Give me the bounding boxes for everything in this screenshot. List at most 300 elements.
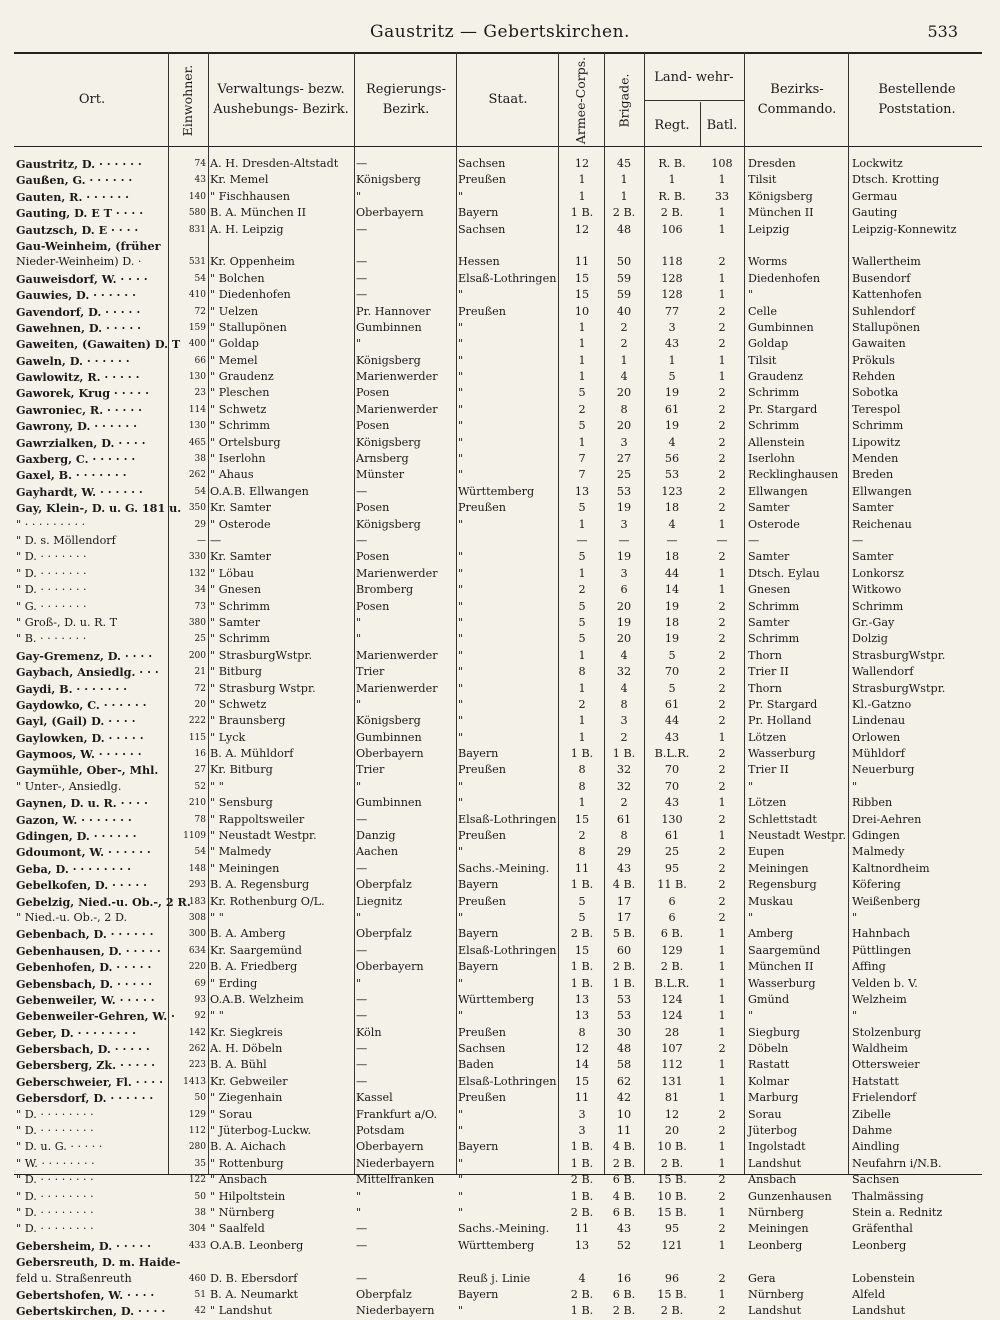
cell-einw: 72 bbox=[194, 683, 206, 694]
cell-batl: 1 bbox=[718, 1287, 726, 1301]
cell-ort: Gawroniec, R. · · · · · bbox=[16, 402, 143, 417]
cell-brig: 3 bbox=[620, 517, 628, 531]
cell-verw: " " bbox=[210, 1009, 224, 1023]
cell-ak: 5 bbox=[578, 910, 586, 924]
cell-verw: " Pleschen bbox=[210, 386, 270, 400]
cell-einw: 183 bbox=[188, 896, 206, 907]
cell-batl: 1 bbox=[718, 583, 726, 597]
cell-reg: Oberpfalz bbox=[356, 927, 412, 941]
table-row bbox=[0, 418, 1000, 434]
cell-ak: 1 B. bbox=[570, 960, 594, 974]
cell-ak: 3 bbox=[578, 1107, 586, 1121]
table-row bbox=[0, 353, 1000, 369]
top-rule bbox=[14, 52, 982, 54]
cell-einw: 74 bbox=[194, 159, 206, 169]
cell-bez: Wasserburg bbox=[748, 747, 816, 761]
cell-brig: 29 bbox=[616, 845, 632, 859]
cell-batl: 1 bbox=[718, 1140, 726, 1154]
cell-ort: Gaymühle, Ober-, Mhl. bbox=[16, 763, 159, 778]
cell-ak: 8 bbox=[578, 779, 586, 793]
cell-post: Germau bbox=[852, 189, 898, 203]
cell-ak: 1 B. bbox=[570, 747, 594, 761]
cell-post: Wallendorf bbox=[852, 665, 914, 679]
cell-brig: 4 B. bbox=[612, 878, 636, 892]
cell-ort: Gebersbach, D. · · · · · bbox=[16, 1042, 150, 1057]
cell-verw: " Lyck bbox=[210, 730, 246, 744]
cell-regt: 2 B. bbox=[660, 1304, 684, 1318]
cell-regt: 15 B. bbox=[657, 1173, 687, 1187]
cell-regt: 123 bbox=[661, 484, 683, 498]
cell-batl: 2 bbox=[718, 468, 726, 482]
cell-brig: 20 bbox=[616, 599, 632, 613]
cell-brig: 1 B. bbox=[612, 747, 636, 761]
cell-ort: " D. · · · · · · · · bbox=[16, 1222, 94, 1236]
cell-staat: " bbox=[458, 1009, 464, 1023]
cell-verw: " Schwetz bbox=[210, 697, 267, 711]
cell-ak: 12 bbox=[574, 222, 590, 236]
cell-staat: " bbox=[458, 665, 464, 679]
cell-batl: 2 bbox=[718, 304, 726, 318]
cell-ak: 1 bbox=[578, 189, 586, 203]
cell-einw: 465 bbox=[188, 437, 206, 448]
cell-ak: 1 B. bbox=[570, 206, 594, 220]
cell-post: Gawaiten bbox=[852, 337, 906, 351]
cell-brig: 3 bbox=[620, 435, 628, 449]
cell-regt: 43 bbox=[664, 337, 680, 351]
cell-batl: 2 bbox=[718, 845, 726, 859]
cell-ort: " D. · · · · · · · bbox=[16, 566, 87, 580]
cell-einw: 122 bbox=[188, 1175, 206, 1186]
cell-batl: 2 bbox=[718, 452, 726, 466]
cell-ort: Gawrzialken, D. · · · · bbox=[16, 435, 146, 450]
cell-einw: 92 bbox=[194, 1011, 206, 1022]
cell-regt: 43 bbox=[664, 796, 680, 810]
cell-bez: Celle bbox=[748, 304, 777, 318]
cell-ak: 1 bbox=[578, 370, 586, 384]
cell-brig: 4 bbox=[620, 681, 628, 695]
cell-bez: Gnesen bbox=[748, 583, 791, 597]
cell-verw: " Erding bbox=[210, 976, 258, 990]
cell-ak: 13 bbox=[574, 1238, 590, 1252]
cell-ak: 2 bbox=[578, 829, 586, 843]
cell-reg: Aachen bbox=[356, 845, 399, 859]
cell-batl: 1 bbox=[718, 1009, 726, 1023]
cell-ak: 2 B. bbox=[570, 1287, 594, 1301]
cell-einw: 43 bbox=[194, 175, 206, 186]
cell-einw: 223 bbox=[188, 1060, 206, 1071]
table-row bbox=[0, 877, 1000, 893]
cell-brig: 43 bbox=[616, 861, 632, 875]
cell-batl: 2 bbox=[718, 1173, 726, 1187]
cell-ort: Gautzsch, D. E · · · · bbox=[16, 222, 139, 237]
cell-brig: 40 bbox=[616, 304, 632, 318]
cell-post: Busendorf bbox=[852, 271, 911, 285]
cell-bez: Schrimm bbox=[748, 599, 800, 613]
cell-regt: 61 bbox=[664, 697, 680, 711]
cell-verw: " Saalfeld bbox=[210, 1222, 265, 1236]
cell-brig: 62 bbox=[616, 1074, 632, 1088]
cell-bez: Pr. Holland bbox=[748, 714, 812, 728]
table-row bbox=[0, 172, 1000, 188]
cell-brig: 59 bbox=[616, 288, 632, 302]
cell-reg: Mittelfranken bbox=[356, 1173, 435, 1187]
cell-bez: Rastatt bbox=[748, 1058, 790, 1072]
cell-staat: Bayern bbox=[458, 1287, 499, 1301]
cell-ort: " G. · · · · · · · bbox=[16, 599, 87, 613]
cell-reg: Königsberg bbox=[356, 173, 421, 187]
cell-batl: 1 bbox=[718, 829, 726, 843]
cell-staat: " bbox=[458, 910, 464, 924]
cell-ort: Gebersdorf, D. · · · · · · bbox=[16, 1091, 154, 1106]
cell-staat: " bbox=[458, 648, 464, 662]
cell-ort: Gaynen, D. u. R. · · · · bbox=[16, 796, 148, 811]
cell-staat: " bbox=[458, 1124, 464, 1138]
cell-ak: 2 B. bbox=[570, 1173, 594, 1187]
cell-staat: Bayern bbox=[458, 878, 499, 892]
cell-bez: Dtsch. Eylau bbox=[748, 566, 820, 580]
cell-staat: " bbox=[458, 189, 464, 203]
cell-einw: 350 bbox=[188, 503, 206, 514]
cell-verw: " Osterode bbox=[210, 517, 271, 531]
cell-ak: 1 bbox=[578, 337, 586, 351]
cell-bez: Siegburg bbox=[748, 1025, 800, 1039]
cell-regt: 10 B. bbox=[657, 1140, 687, 1154]
cell-batl: 2 bbox=[718, 255, 726, 269]
cell-staat: Württemberg bbox=[458, 1238, 535, 1252]
cell-verw: " Uelzen bbox=[210, 304, 259, 318]
cell-staat: " bbox=[458, 288, 464, 302]
cell-regt: 4 bbox=[668, 435, 676, 449]
cell-brig: 2 B. bbox=[612, 206, 636, 220]
cell-regt: 25 bbox=[664, 845, 680, 859]
cell-post: Aindling bbox=[852, 1140, 900, 1154]
cell-ort: Gawlowitz, R. · · · · · bbox=[16, 370, 140, 385]
cell-brig: 17 bbox=[616, 910, 632, 924]
table-row bbox=[0, 795, 1000, 811]
cell-ort: Gayhardt, W. · · · · · · bbox=[16, 484, 143, 499]
table-row bbox=[0, 926, 1000, 942]
cell-batl: 2 bbox=[718, 1189, 726, 1203]
cell-brig: 6 B. bbox=[612, 1173, 636, 1187]
cell-bez: Thorn bbox=[748, 648, 782, 662]
cell-verw: " Ahaus bbox=[210, 468, 254, 482]
cell-einw: 21 bbox=[194, 667, 206, 678]
cell-ak: 11 bbox=[574, 1091, 590, 1105]
cell-ort: Gebenweiler-Gehren, W. · bbox=[16, 1009, 175, 1024]
cell-bez: Trier II bbox=[748, 665, 789, 679]
cell-ort: Gauting, D. E T · · · · bbox=[16, 206, 144, 221]
cell-einw: 1109 bbox=[183, 831, 206, 842]
cell-staat: " bbox=[458, 779, 464, 793]
cell-staat: " bbox=[458, 452, 464, 466]
cell-verw: B. A. Regensburg bbox=[210, 878, 310, 892]
cell-ort: " B. · · · · · · · bbox=[16, 632, 87, 646]
cell-ak: 11 bbox=[574, 861, 590, 875]
cell-staat: " bbox=[458, 1173, 464, 1187]
cell-bez: Landshut bbox=[748, 1304, 802, 1318]
cell-post: Stolzenburg bbox=[852, 1025, 922, 1039]
cell-batl: 2 bbox=[718, 812, 726, 826]
cell-ort: Gebenbach, D. · · · · · · bbox=[16, 927, 154, 942]
cell-verw: A. H. Döbeln bbox=[210, 1042, 283, 1056]
cell-bez: Schlettstadt bbox=[748, 812, 817, 826]
cell-brig: 4 B. bbox=[612, 1140, 636, 1154]
cell-brig: 48 bbox=[616, 1042, 632, 1056]
cell-bez: Jüterbog bbox=[748, 1124, 798, 1138]
cell-verw: " Sorau bbox=[210, 1107, 253, 1121]
cell-regt: 53 bbox=[664, 468, 680, 482]
cell-reg: Trier bbox=[356, 763, 385, 777]
landwehr-subrule bbox=[644, 100, 744, 101]
cell-staat: Württemberg bbox=[458, 484, 535, 498]
cell-batl: 108 bbox=[711, 157, 733, 170]
table-row bbox=[0, 320, 1000, 336]
cell-staat: " bbox=[458, 517, 464, 531]
cell-reg: Marienwerder bbox=[356, 681, 438, 695]
table-row bbox=[0, 844, 1000, 860]
cell-batl: 1 bbox=[718, 222, 726, 236]
cell-brig: 16 bbox=[616, 1271, 632, 1285]
cell-brig: 17 bbox=[616, 894, 632, 908]
cell-reg: Köln bbox=[356, 1025, 382, 1039]
cell-ort: Gebenhausen, D. · · · · · bbox=[16, 943, 161, 958]
cell-ak: 7 bbox=[578, 452, 586, 466]
cell-ort: " D. · · · · · · · bbox=[16, 583, 87, 597]
cell-staat: " bbox=[458, 583, 464, 597]
table-row bbox=[0, 812, 1000, 828]
cell-post: Püttlingen bbox=[852, 943, 912, 957]
table-row bbox=[0, 566, 1000, 582]
cell-regt: B.L.R. bbox=[654, 747, 690, 761]
cell-batl: 1 bbox=[718, 271, 726, 285]
cell-post: — bbox=[852, 533, 864, 547]
cell-verw: " Ansbach bbox=[210, 1173, 268, 1187]
cell-reg: Marienwerder bbox=[356, 566, 438, 580]
cell-regt: 11 B. bbox=[657, 878, 687, 892]
table-row bbox=[0, 762, 1000, 778]
cell-batl: 2 bbox=[718, 484, 726, 498]
cell-staat: " bbox=[458, 320, 464, 334]
table-row bbox=[0, 1238, 1000, 1254]
cell-ort: " D. · · · · · · · bbox=[16, 550, 87, 564]
cell-staat: " bbox=[458, 386, 464, 400]
cell-brig: 50 bbox=[616, 255, 632, 269]
cell-ort: Gebertskirchen, D. · · · · bbox=[16, 1304, 166, 1319]
cell-ort: " D. · · · · · · · · bbox=[16, 1107, 94, 1121]
cell-ak: 1 bbox=[578, 517, 586, 531]
cell-ak: 1 B. bbox=[570, 1156, 594, 1170]
table-row bbox=[0, 959, 1000, 975]
cell-reg: — bbox=[356, 1222, 368, 1236]
cell-batl: 2 bbox=[718, 1107, 726, 1121]
cell-batl: 1 bbox=[718, 370, 726, 384]
table-row bbox=[0, 1041, 1000, 1057]
cell-bez: Leonberg bbox=[748, 1238, 803, 1252]
cell-post: Leonberg bbox=[852, 1238, 907, 1252]
cell-regt: 77 bbox=[664, 304, 680, 318]
cell-einw: 112 bbox=[188, 1126, 206, 1137]
cell-batl: 1 bbox=[718, 353, 726, 367]
cell-bez: " bbox=[748, 779, 754, 793]
cell-verw: A. H. Leipzig bbox=[210, 222, 284, 236]
cell-batl: 33 bbox=[714, 189, 730, 203]
cell-regt: 18 bbox=[664, 550, 680, 564]
cell-staat: " bbox=[458, 681, 464, 695]
cell-ort: Gazon, W. · · · · · · · bbox=[16, 812, 132, 827]
cell-reg: Oberbayern bbox=[356, 1140, 424, 1154]
cell-brig: 1 bbox=[620, 189, 628, 203]
cell-regt: 43 bbox=[664, 730, 680, 744]
cell-brig: 20 bbox=[616, 386, 632, 400]
table-row bbox=[0, 648, 1000, 664]
cell-ak: 13 bbox=[574, 1009, 590, 1023]
cell-verw: " Jüterbog-Luckw. bbox=[210, 1124, 312, 1138]
cell-reg: Pr. Hannover bbox=[356, 304, 431, 318]
cell-regt: 129 bbox=[661, 943, 683, 957]
cell-staat: Bayern bbox=[458, 960, 499, 974]
cell-regt: 19 bbox=[664, 419, 680, 433]
table-row bbox=[0, 549, 1000, 565]
cell-post: Gdingen bbox=[852, 829, 900, 843]
cell-bez: Graudenz bbox=[748, 370, 804, 384]
cell-batl: 1 bbox=[718, 1074, 726, 1088]
cell-bez: Lötzen bbox=[748, 796, 787, 810]
cell-verw: " " bbox=[210, 910, 224, 924]
cell-regt: 1 bbox=[668, 353, 676, 367]
cell-regt: 14 bbox=[664, 583, 680, 597]
table-row bbox=[0, 369, 1000, 385]
table-row bbox=[0, 467, 1000, 483]
cell-batl: 1 bbox=[718, 796, 726, 810]
cell-reg: Oberpfalz bbox=[356, 1287, 412, 1301]
cell-reg: — bbox=[356, 812, 368, 826]
cell-regt: 2 B. bbox=[660, 1156, 684, 1170]
table-body bbox=[0, 156, 1000, 1320]
cell-verw: O.A.B. Leonberg bbox=[210, 1238, 304, 1252]
cell-staat: " bbox=[458, 697, 464, 711]
cell-staat: " bbox=[458, 1107, 464, 1121]
cell-verw: " Memel bbox=[210, 353, 258, 367]
cell-ort: Gauwies, D. · · · · · · bbox=[16, 288, 136, 303]
cell-brig: — bbox=[618, 533, 630, 547]
cell-batl: 2 bbox=[718, 1222, 726, 1236]
cell-reg: — bbox=[356, 157, 368, 170]
cell-reg: Kassel bbox=[356, 1091, 393, 1105]
cell-ort: Gebelzig, Nied.-u. Ob.-, 2 R. bbox=[16, 894, 191, 909]
cell-reg: Posen bbox=[356, 599, 390, 613]
cell-reg: Oberbayern bbox=[356, 206, 424, 220]
table-row bbox=[0, 599, 1000, 615]
cell-ak: 5 bbox=[578, 419, 586, 433]
cell-brig: 19 bbox=[616, 615, 632, 629]
table-row bbox=[0, 1205, 1000, 1221]
cell-batl: 2 bbox=[718, 894, 726, 908]
cell-staat: " bbox=[458, 796, 464, 810]
cell-reg: Oberbayern bbox=[356, 960, 424, 974]
cell-regt: 95 bbox=[664, 861, 680, 875]
cell-staat: Preußen bbox=[458, 763, 507, 777]
cell-ak: 12 bbox=[574, 157, 590, 170]
cell-regt: R. B. bbox=[658, 157, 686, 170]
cell-brig: 1 B. bbox=[612, 976, 636, 990]
cell-post: Hatstatt bbox=[852, 1074, 899, 1088]
cell-batl: 1 bbox=[718, 1058, 726, 1072]
cell-einw: 114 bbox=[188, 404, 206, 415]
table-row bbox=[0, 189, 1000, 205]
cell-brig: 32 bbox=[616, 763, 632, 777]
cell-staat: " bbox=[458, 370, 464, 384]
cell-ak: 1 bbox=[578, 714, 586, 728]
cell-einw: 200 bbox=[188, 650, 206, 661]
cell-regt: B.L.R. bbox=[654, 976, 690, 990]
cell-bez: Wasserburg bbox=[748, 976, 816, 990]
cell-batl: 2 bbox=[718, 910, 726, 924]
header-regierung: Regierungs- Bezirk. bbox=[366, 82, 446, 117]
cell-regt: 28 bbox=[664, 1025, 680, 1039]
cell-staat: " bbox=[458, 1304, 464, 1318]
cell-brig: 60 bbox=[616, 943, 632, 957]
cell-ak: 15 bbox=[574, 812, 590, 826]
cell-post: Gräfenthal bbox=[852, 1222, 913, 1236]
cell-post: Dtsch. Krotting bbox=[852, 173, 940, 187]
cell-post: Lindenau bbox=[852, 714, 906, 728]
cell-einw: 52 bbox=[194, 781, 206, 792]
cell-post: Orlowen bbox=[852, 730, 901, 744]
cell-brig: 2 bbox=[620, 796, 628, 810]
page-number: 533 bbox=[927, 22, 958, 41]
cell-brig: 43 bbox=[616, 1222, 632, 1236]
cell-reg: " bbox=[356, 697, 362, 711]
cell-einw: 38 bbox=[194, 454, 206, 465]
cell-verw: Kr. Gebweiler bbox=[210, 1074, 288, 1088]
cell-reg: Königsberg bbox=[356, 517, 421, 531]
cell-ort: Gaydowko, C. · · · · · · bbox=[16, 697, 147, 712]
cell-verw: B. A. München II bbox=[210, 206, 307, 220]
header-bezirks-commando: Bezirks- Commando. bbox=[757, 82, 837, 117]
cell-post: Breden bbox=[852, 468, 894, 482]
cell-ak: 1 bbox=[578, 796, 586, 810]
cell-post: Lobenstein bbox=[852, 1271, 915, 1285]
cell-ak: 15 bbox=[574, 288, 590, 302]
cell-post: Gr.-Gay bbox=[852, 615, 895, 629]
cell-reg: — bbox=[356, 271, 368, 285]
table-row bbox=[0, 435, 1000, 451]
cell-ak: 1 bbox=[578, 648, 586, 662]
cell-einw: 831 bbox=[188, 224, 206, 235]
cell-reg: Oberpfalz bbox=[356, 878, 412, 892]
cell-staat: Bayern bbox=[458, 206, 499, 220]
cell-verw: A. H. Dresden-Altstadt bbox=[210, 157, 339, 170]
cell-einw: 72 bbox=[194, 306, 206, 317]
header-brigade: Brigade. bbox=[616, 73, 632, 127]
table-row bbox=[0, 1139, 1000, 1155]
cell-reg: Frankfurt a/O. bbox=[356, 1107, 438, 1121]
cell-einw: 27 bbox=[194, 765, 206, 776]
cell-regt: 106 bbox=[661, 222, 683, 236]
cell-einw: 42 bbox=[194, 1306, 206, 1317]
cell-staat: Preußen bbox=[458, 173, 507, 187]
cell-ak: 4 bbox=[578, 1271, 586, 1285]
cell-batl: 1 bbox=[718, 927, 726, 941]
cell-post: Landshut bbox=[852, 1304, 906, 1318]
cell-ort: Gaworek, Krug · · · · · bbox=[16, 386, 149, 401]
table-row bbox=[0, 156, 1000, 172]
cell-post: Gauting bbox=[852, 206, 898, 220]
cell-ort: Gaweln, D. · · · · · · bbox=[16, 353, 130, 368]
cell-brig: 2 bbox=[620, 730, 628, 744]
cell-batl: 1 bbox=[718, 943, 726, 957]
cell-batl: 2 bbox=[718, 632, 726, 646]
